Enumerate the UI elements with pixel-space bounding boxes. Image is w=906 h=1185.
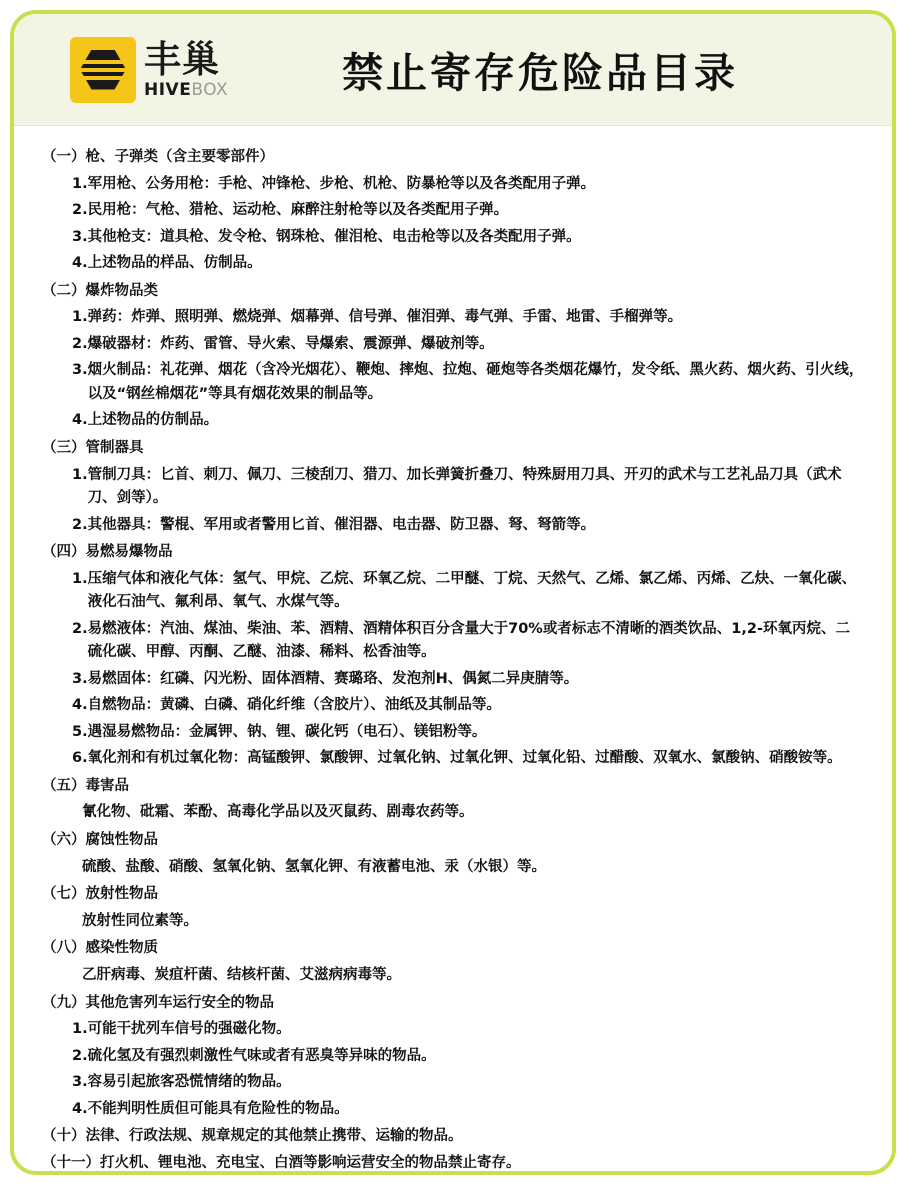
list-item — [42, 333, 864, 356]
poster-body — [14, 126, 892, 1175]
list-item-text: 压缩气体和液化气体：氢气、甲烷、乙烷、环氧乙烷、二甲醚、丁烷、天然气、乙烯、氯乙烯、丙烯、乙炔、一氧化碳、液化石油气、氟利昂、氧气、水煤气等。 — [87, 570, 857, 611]
list-item-number: 1. — [72, 1021, 88, 1038]
list-item-text: 管制刀具：匕首、刺刀、佩刀、三棱刮刀、猎刀、加长弹簧折叠刀、特殊厨用刀具、开刃的武术与工艺礼品刀具（武术刀、剑等）。 — [87, 466, 842, 507]
list-item-text: 易燃液体：汽油、煤油、柴油、苯、酒精、酒精体积百分含量大于70%或者标志不清晰的酒类饮品、1,2-环氧丙烷、二硫化碳、甲醇、丙酮、乙醚、油漆、稀料、松香油等。 — [87, 620, 851, 661]
list-item — [42, 1045, 864, 1068]
section-text: 放射性同位素等。 — [82, 912, 198, 929]
list-item — [42, 694, 864, 717]
list-item — [42, 721, 864, 744]
section-text: 乙肝病毒、炭疽杆菌、结核杆菌、艾滋病病毒等。 — [82, 967, 401, 984]
list-item — [42, 199, 864, 222]
list-item-text: 硫化氢及有强烈刺激性气味或者有恶臭等异味的物品。 — [87, 1047, 436, 1064]
list-item-text: 其他枪支：道具枪、发令枪、钢珠枪、催泪枪、电击枪等以及各类配用子弹。 — [87, 228, 581, 245]
list-item-text: 遇湿易燃物品：金属钾、钠、锂、碳化钙（电石）、镁铝粉等。 — [87, 723, 487, 740]
section-heading: （十一）打火机、锂电池、充电宝、白酒等影响运营安全的物品禁止寄存。 — [42, 1155, 521, 1172]
list-item-number: 4. — [72, 255, 88, 272]
list-item-text: 自燃物品：黄磷、白磷、硝化纤维（含胶片）、油纸及其制品等。 — [87, 697, 501, 714]
list-item-number: 4. — [72, 412, 88, 429]
list-item-number: 3. — [72, 1074, 88, 1091]
section-heading: （八）感染性物质 — [42, 940, 158, 957]
list-item-text: 氧化剂和有机过氧化物：高锰酸钾、氯酸钾、过氧化钠、过氧化钾、过氧化铅、过醋酸、双氧水、氯酸钠、硝酸铵等。 — [87, 750, 842, 767]
list-item-text: 不能判明性质但可能具有危险性的物品。 — [87, 1100, 349, 1117]
list-item-text: 其他器具：警棍、军用或者警用匕首、催泪器、电击器、防卫器、弩、弩箭等。 — [87, 516, 596, 533]
list-item-text: 弹药：炸弹、照明弹、燃烧弹、烟幕弹、信号弹、催泪弹、毒气弹、手雷、地雷、手榴弹等。 — [87, 309, 683, 326]
list-item — [42, 1018, 864, 1041]
section-heading: （九）其他危害列车运行安全的物品 — [42, 994, 274, 1011]
list-item — [42, 618, 864, 665]
brand-name-en-box: BOX — [191, 79, 229, 100]
list-item-text: 民用枪：气枪、猎枪、运动枪、麻醉注射枪等以及各类配用子弹。 — [87, 202, 509, 219]
list-item-number: 1. — [72, 570, 88, 587]
list-item — [42, 409, 864, 432]
section-heading: （十）法律、行政法规、规章规定的其他禁止携带、运输的物品。 — [42, 1128, 463, 1145]
section-heading: （七）放射性物品 — [42, 886, 158, 903]
list-item-number: 4. — [72, 1100, 88, 1117]
list-item — [42, 306, 864, 329]
list-item — [42, 173, 864, 196]
list-item-number: 3. — [72, 228, 88, 245]
list-item-number: 2. — [72, 516, 88, 533]
list-item-text: 烟火制品：礼花弹、烟花（含冷光烟花）、鞭炮、摔炮、拉炮、砸炮等各类烟花爆竹，发令纸、黑火药、烟火药、引火线，以及“钢丝棉烟花”等具有烟花效果的制品等。 — [87, 362, 864, 402]
list-item — [42, 1098, 864, 1121]
brand-name-cn: 丰巢 — [144, 37, 220, 81]
list-item-number: 5. — [72, 723, 88, 740]
brand-text — [144, 37, 229, 100]
list-item — [42, 252, 864, 275]
list-item-text: 上述物品的仿制品。 — [87, 412, 219, 429]
list-item-number: 1. — [72, 175, 88, 192]
section-heading: （三）管制器具 — [42, 439, 144, 456]
poster-card — [10, 10, 896, 1175]
list-item-text: 容易引起旅客恐慌情绪的物品。 — [87, 1074, 291, 1091]
list-item-number: 3. — [72, 670, 88, 687]
brand-name-en — [144, 79, 229, 100]
list-item-number: 4. — [72, 697, 88, 714]
list-item — [42, 668, 864, 691]
list-item — [42, 568, 864, 615]
section-text: 氰化物、砒霜、苯酚、高毒化学品以及灭鼠药、剧毒农药等。 — [82, 804, 474, 821]
list-item-number: 2. — [72, 1047, 88, 1064]
section-heading: （一）枪、子弹类（含主要零部件） — [42, 149, 274, 165]
list-item — [42, 464, 864, 511]
list-item-text: 可能干扰列车信号的强磁化物。 — [87, 1021, 291, 1038]
section-heading: （五）毒害品 — [42, 777, 129, 794]
list-item — [42, 359, 864, 406]
list-item — [42, 1071, 864, 1094]
list-item-text: 爆破器材：炸药、雷管、导火索、导爆索、震源弹、爆破剂等。 — [87, 335, 494, 352]
list-item-text: 军用枪、公务用枪：手枪、冲锋枪、步枪、机枪、防暴枪等以及各类配用子弹。 — [87, 175, 596, 192]
poster-header — [14, 14, 892, 126]
list-item-text: 上述物品的样品、仿制品。 — [87, 255, 262, 272]
list-item-number: 2. — [72, 620, 88, 637]
brand-logo — [70, 37, 228, 103]
list-item-number: 1. — [72, 466, 88, 483]
list-item — [42, 747, 864, 770]
page-title: 禁止寄存危险品目录 — [342, 49, 739, 97]
section-heading: （六）腐蚀性物品 — [42, 831, 158, 848]
section-text: 硫酸、盐酸、硝酸、氢氧化钠、氢氧化钾、有液蓄电池、汞（水银）等。 — [82, 858, 546, 875]
list-item-number: 6. — [72, 750, 88, 767]
list-item-number: 3. — [72, 362, 88, 379]
list-item-text: 易燃固体：红磷、闪光粉、固体酒精、赛璐珞、发泡剂H、偶氮二异庚腈等。 — [87, 670, 579, 687]
list-item — [42, 226, 864, 249]
brand-name-en-hive: HIVE — [144, 79, 192, 100]
list-item — [42, 514, 864, 537]
section-heading: （四）易燃易爆物品 — [42, 544, 173, 561]
list-item-number: 2. — [72, 202, 88, 219]
list-item-number: 1. — [72, 309, 88, 326]
list-item-number: 2. — [72, 335, 88, 352]
hive-box-logo-icon — [70, 37, 136, 103]
section-heading: （二）爆炸物品类 — [42, 282, 158, 299]
